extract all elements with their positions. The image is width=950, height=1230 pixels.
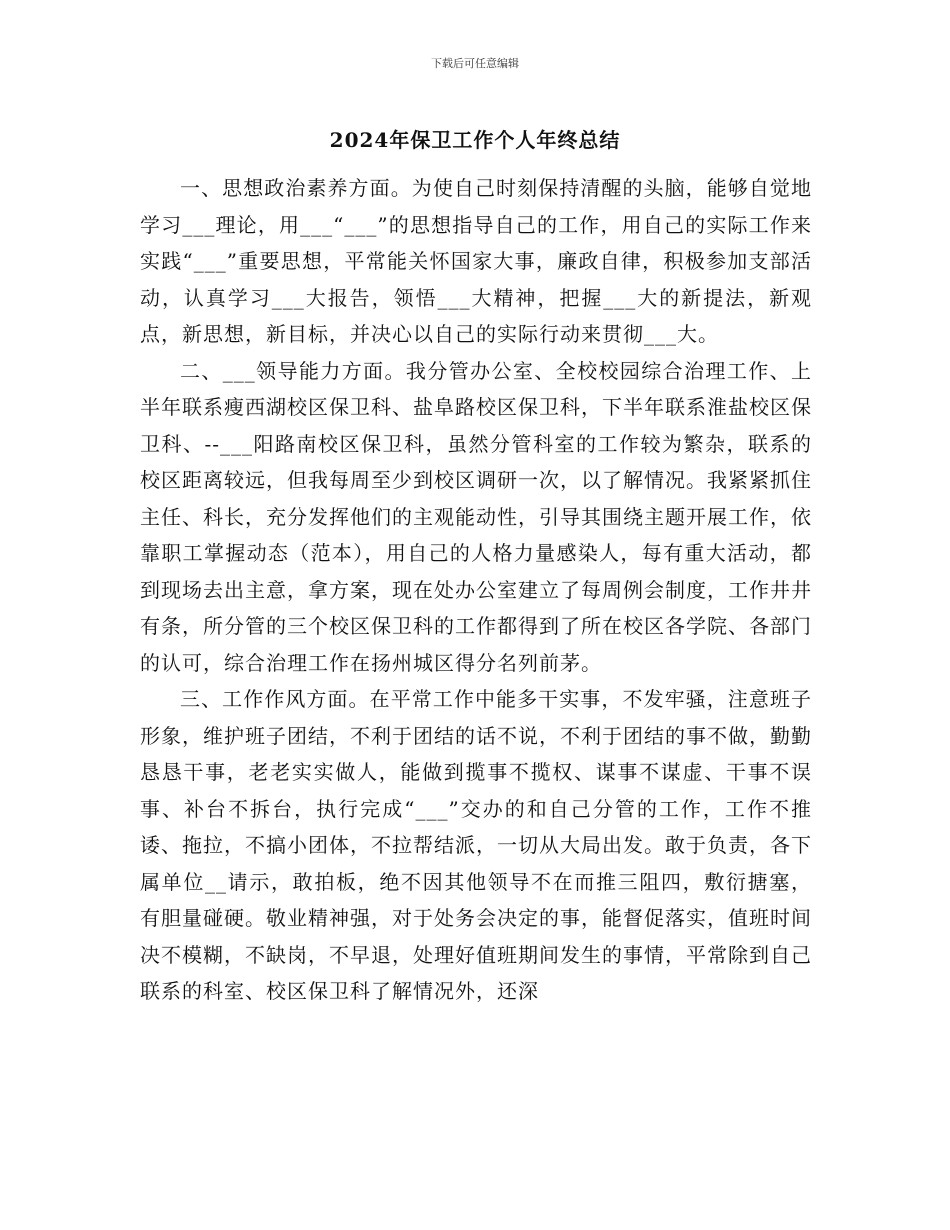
paragraph-1: 一、思想政治素养方面。为使自己时刻保持清醒的头脑，能够自觉地学习___理论，用___“___”的思想指导自己的工作，用自己的实际工作来实践“___”重要思想，平常能关怀国家大事，廉政自律，积极参加支部活动，认真学习___大报告，领悟___大精神，把握___大的新提法，新观点，新思想，新目标，并决心以自己的实际行动来贯彻___大。 xyxy=(140,176,812,346)
paragraph-3: 三、工作作风方面。在平常工作中能多干实事，不发牢骚，注意班子形象，维护班子团结，不利于团结的话不说，不利于团结的事不做，勤勤恳恳干事，老老实实做人，能做到揽事不揽权、谋事不谋虚、干事不误事、补台不拆台，执行完成“___”交办的和自己分管的工作，工作不推诿、拖拉，不搞小团体，不拉帮结派，一切从大局出发。敢于负责，各下属单位__请示，敢拍板，绝不因其他领导不在而推三阻四，敷衍搪塞，有胆量碰硬。敬业精神强，对于处务会决定的事，能督促落实，值班时间决不模糊，不缺岗，不早退，处理好值班期间发生的事情，平常除到自己联系的科室、校区保卫科了解情况外，还深 xyxy=(140,687,812,1003)
document-title: 2024年保卫工作个人年终总结 xyxy=(329,128,621,152)
paragraph-2: 二、___领导能力方面。我分管办公室、全校校园综合治理工作、上半年联系瘦西湖校区保卫科、盐阜路校区保卫科，下半年联系淮盐校区保卫科、--___阳路南校区保卫科，虽然分管科室的工作较为繁杂，联系的校区距离较远，但我每周至少到校区调研一次，以了解情况。我紧紧抓住主任、科长，充分发挥他们的主观能动性，引导其围绕主题开展工作，依靠职工掌握动态（范本），用自己的人格力量感染人，每有重大活动，都到现场去出主意，拿方案，现在处办公室建立了每周例会制度，工作井井有条，所分管的三个校区保卫科的工作都得到了所在校区各学院、各部门的认可，综合治理工作在扬州城区得分名列前茅。 xyxy=(140,358,812,675)
header-note: 下载后可任意编辑 xyxy=(431,57,519,70)
document-body xyxy=(140,170,812,1010)
